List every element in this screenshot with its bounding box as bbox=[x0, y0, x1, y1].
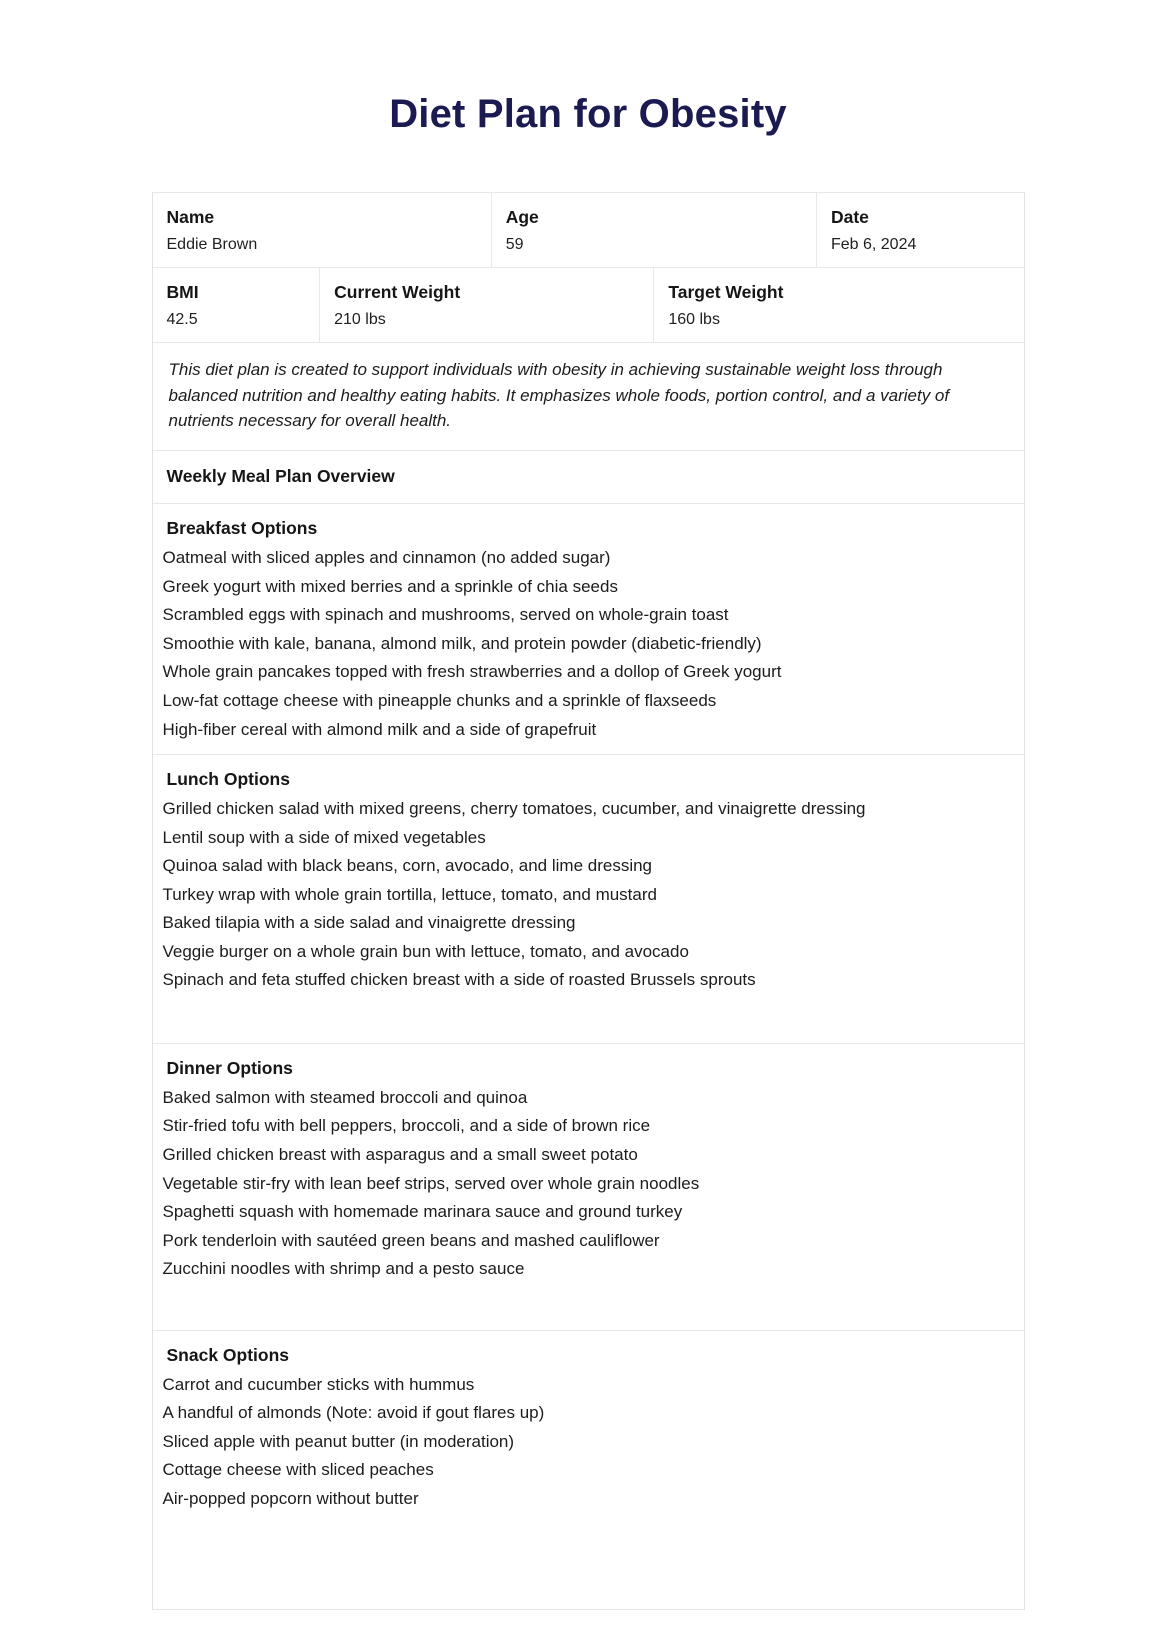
meal-section-dinner bbox=[153, 1044, 1024, 1331]
info-label-current-weight: Current Weight bbox=[334, 281, 461, 302]
list-item: Vegetable stir-fry with lean beef strips, served over whole grain noodles bbox=[162, 1173, 700, 1193]
page-title: Diet Plan for Obesity bbox=[389, 92, 787, 136]
meal-section-snack bbox=[153, 1331, 1024, 1611]
meal-section-lunch bbox=[153, 755, 1024, 1044]
meal-heading-snack: Snack Options bbox=[166, 1344, 290, 1365]
patient-info-row-2 bbox=[153, 268, 1024, 343]
list-item: Baked tilapia with a side salad and vinaigrette dressing bbox=[162, 913, 576, 933]
info-label-bmi: BMI bbox=[166, 281, 199, 302]
list-item: High-fiber cereal with almond milk and a side of grapefruit bbox=[162, 719, 597, 739]
info-value-name: Eddie Brown bbox=[166, 235, 258, 253]
list-item: Air-popped popcorn without butter bbox=[162, 1488, 419, 1508]
info-label-age: Age bbox=[505, 207, 539, 227]
info-cell-date bbox=[817, 193, 1024, 267]
info-value-current-weight: 210 lbs bbox=[334, 310, 386, 328]
list-item: Spinach and feta stuffed chicken breast with a side of roasted Brussels sprouts bbox=[162, 970, 756, 990]
patient-info-row-1 bbox=[153, 193, 1024, 268]
list-item: Quinoa salad with black beans, corn, avocado, and lime dressing bbox=[162, 856, 653, 876]
info-cell-current-weight bbox=[320, 268, 654, 342]
list-item: Smoothie with kale, banana, almond milk, and protein powder (diabetic-friendly) bbox=[162, 633, 762, 653]
plan-description-block bbox=[153, 343, 1024, 451]
diet-plan-table bbox=[152, 192, 1025, 1610]
meal-list-lunch bbox=[153, 795, 1024, 995]
list-item: Veggie burger on a whole grain bun with lettuce, tomato, and avocado bbox=[162, 941, 689, 961]
list-item: Pork tenderloin with sautéed green beans and mashed cauliflower bbox=[162, 1230, 660, 1250]
list-item: Baked salmon with steamed broccoli and quinoa bbox=[162, 1087, 528, 1107]
list-item: Grilled chicken breast with asparagus and a small sweet potato bbox=[162, 1144, 638, 1164]
meal-heading-dinner: Dinner Options bbox=[166, 1057, 293, 1078]
meal-list-dinner bbox=[153, 1084, 1024, 1284]
list-item: Sliced apple with peanut butter (in moderation) bbox=[162, 1431, 515, 1451]
list-item: Cottage cheese with sliced peaches bbox=[162, 1460, 434, 1480]
info-cell-bmi bbox=[153, 268, 321, 342]
list-item: Grilled chicken salad with mixed greens, cherry tomatoes, cucumber, and vinaigrette dressing bbox=[162, 799, 866, 819]
list-item: Carrot and cucumber sticks with hummus bbox=[162, 1374, 475, 1394]
meal-list-snack bbox=[153, 1371, 1024, 1514]
list-item: Oatmeal with sliced apples and cinnamon (no added sugar) bbox=[162, 548, 611, 568]
list-item: Spaghetti squash with homemade marinara sauce and ground turkey bbox=[162, 1202, 683, 1222]
list-item: Lentil soup with a side of mixed vegetables bbox=[162, 827, 486, 847]
list-item: Zucchini noodles with shrimp and a pesto sauce bbox=[162, 1259, 525, 1279]
meal-heading-breakfast: Breakfast Options bbox=[166, 518, 318, 539]
list-item: Low-fat cottage cheese with pineapple chunks and a sprinkle of flaxseeds bbox=[162, 690, 717, 710]
list-item: Stir-fried tofu with bell peppers, broccoli, and a side of brown rice bbox=[162, 1116, 651, 1136]
info-value-date: Feb 6, 2024 bbox=[830, 235, 917, 253]
info-value-age: 59 bbox=[505, 235, 524, 253]
weekly-overview-block bbox=[153, 451, 1024, 504]
list-item: Turkey wrap with whole grain tortilla, lettuce, tomato, and mustard bbox=[162, 884, 657, 904]
info-label-name: Name bbox=[166, 207, 215, 227]
list-item: A handful of almonds (Note: avoid if gout flares up) bbox=[162, 1403, 545, 1423]
info-value-bmi: 42.5 bbox=[166, 310, 198, 328]
list-item: Greek yogurt with mixed berries and a sprinkle of chia seeds bbox=[162, 576, 618, 596]
list-item: Whole grain pancakes topped with fresh strawberries and a dollop of Greek yogurt bbox=[162, 662, 782, 682]
info-cell-target-weight bbox=[654, 268, 1023, 342]
plan-description: This diet plan is created to support individuals with obesity in achieving sustainable weight loss through balanced nutrition and healthy eating habits. It emphasizes whole foods, portion control, and a variety of nutrients necessary for overall health. bbox=[168, 359, 950, 431]
info-label-target-weight: Target Weight bbox=[668, 281, 784, 302]
weekly-overview-heading: Weekly Meal Plan Overview bbox=[166, 466, 395, 487]
meal-section-breakfast bbox=[153, 504, 1024, 755]
meal-heading-lunch: Lunch Options bbox=[166, 769, 290, 790]
meal-list-breakfast bbox=[153, 544, 1024, 744]
info-cell-name bbox=[153, 193, 492, 267]
list-item: Scrambled eggs with spinach and mushrooms, served on whole-grain toast bbox=[162, 605, 729, 625]
info-value-target-weight: 160 lbs bbox=[668, 310, 720, 328]
info-label-date: Date bbox=[830, 207, 869, 227]
info-cell-age bbox=[492, 193, 817, 267]
